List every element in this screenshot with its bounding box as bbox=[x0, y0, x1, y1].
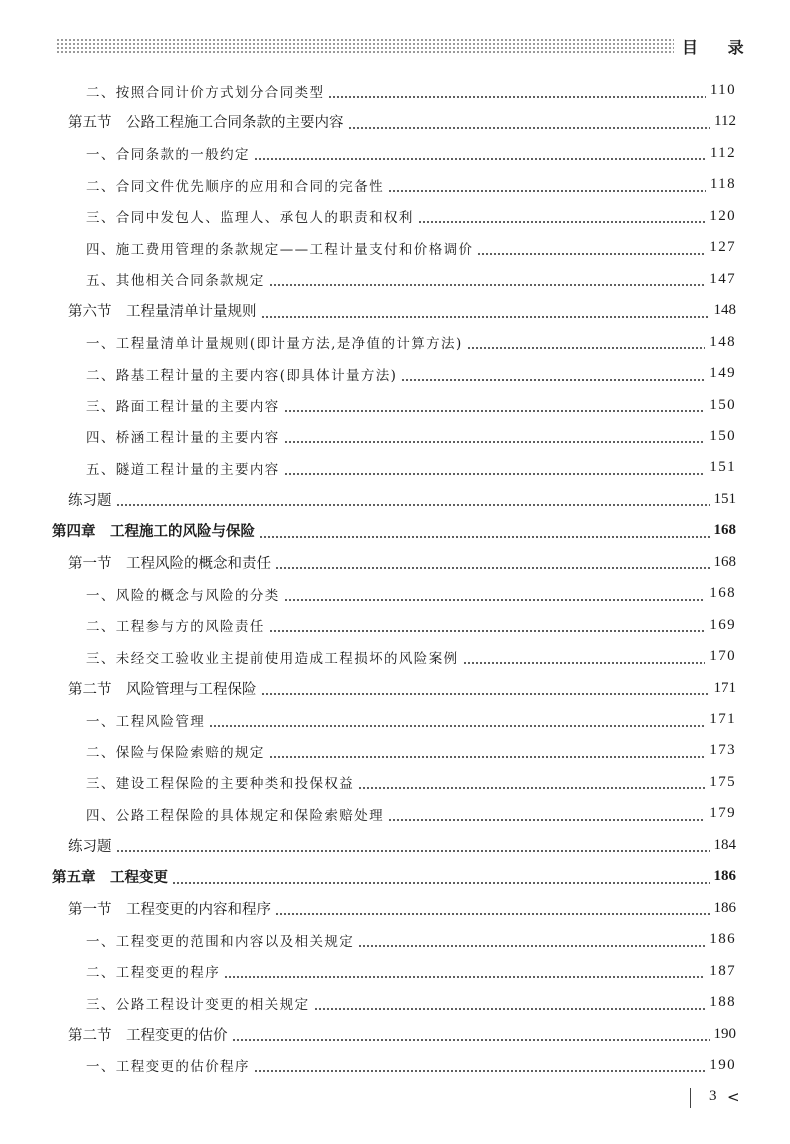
toc-entry-item[interactable] bbox=[86, 1050, 736, 1081]
toc-entry-item[interactable] bbox=[86, 987, 736, 1018]
toc-leader-dots bbox=[269, 271, 705, 287]
toc-entry-label: 一、工程量清单计量规则(即计量方法,是净值的计算方法) bbox=[86, 336, 463, 353]
toc-entry-page: 112 bbox=[714, 113, 736, 130]
toc-entry-item[interactable] bbox=[86, 232, 736, 263]
toc-entry-page: 151 bbox=[709, 459, 736, 476]
toc-entry-label: 第一节 工程变更的内容和程序 bbox=[68, 901, 271, 918]
toc-leader-dots bbox=[232, 1026, 710, 1042]
toc-entry-page: 190 bbox=[713, 1025, 736, 1042]
toc-entry-label: 第二节 工程变更的估价 bbox=[68, 1027, 228, 1044]
toc-entry-page: 149 bbox=[709, 365, 736, 382]
toc-entry-label: 练习题 bbox=[68, 838, 112, 855]
toc-entry-label: 一、合同条款的一般约定 bbox=[86, 147, 250, 164]
toc-entry-page: 118 bbox=[709, 176, 736, 193]
toc-entry-item[interactable] bbox=[86, 169, 736, 200]
toc-leader-dots bbox=[401, 366, 705, 382]
toc-entry-item[interactable] bbox=[86, 390, 736, 421]
toc-entry-label: 四、施工费用管理的条款规定——工程计量支付和价格调价 bbox=[86, 241, 474, 258]
footer-page-number: 3 bbox=[709, 1088, 717, 1104]
toc-leader-dots bbox=[116, 491, 710, 507]
toc-entry-item[interactable] bbox=[86, 767, 736, 798]
toc-entry-item[interactable] bbox=[86, 735, 736, 766]
toc-leader-dots bbox=[388, 806, 705, 822]
toc-leader-dots bbox=[116, 837, 710, 853]
toc-entry-page: 120 bbox=[709, 207, 736, 224]
toc-leader-dots bbox=[418, 208, 705, 224]
toc-leader-dots bbox=[358, 774, 705, 790]
toc-leader-dots bbox=[224, 963, 705, 979]
toc-entry-label: 一、工程风险管理 bbox=[86, 713, 206, 730]
toc-entry-label: 二、按照合同计价方式划分合同类型 bbox=[86, 84, 325, 101]
toc-leader-dots bbox=[261, 680, 710, 696]
toc-entry-section[interactable] bbox=[68, 673, 736, 704]
toc-entry-label: 练习题 bbox=[68, 492, 112, 509]
toc-leader-dots bbox=[284, 586, 706, 602]
toc-entry-item[interactable] bbox=[86, 264, 736, 295]
toc-entry-item[interactable] bbox=[86, 421, 736, 452]
toc-leader-dots bbox=[358, 932, 705, 948]
toc-entry-label: 一、工程变更的估价程序 bbox=[86, 1059, 250, 1076]
toc-entry-item[interactable] bbox=[86, 201, 736, 232]
toc-entry-label: 第二节 风险管理与工程保险 bbox=[68, 681, 257, 698]
toc-entry-label: 二、工程变更的程序 bbox=[86, 965, 221, 982]
toc-entry-exercise[interactable] bbox=[68, 830, 736, 861]
toc-entry-label: 第六节 工程量清单计量规则 bbox=[68, 304, 257, 321]
toc-entry-page: 151 bbox=[713, 490, 736, 507]
toc-entry-page: 169 bbox=[709, 616, 736, 633]
toc-leader-dots bbox=[269, 617, 705, 633]
toc-entry-item[interactable] bbox=[86, 704, 736, 735]
toc-entry-exercise[interactable] bbox=[68, 484, 736, 515]
toc-entry-page: 186 bbox=[713, 899, 736, 916]
toc-leader-dots bbox=[284, 428, 706, 444]
toc-entry-item[interactable] bbox=[86, 578, 736, 609]
toc-entry-label: 三、合同中发包人、监理人、承包人的职责和权利 bbox=[86, 210, 414, 227]
toc-entry-item[interactable] bbox=[86, 75, 736, 106]
toc-entry-item[interactable] bbox=[86, 358, 736, 389]
toc-entry-label: 三、路面工程计量的主要内容 bbox=[86, 399, 280, 415]
toc-entry-label: 四、公路工程保险的具体规定和保险索赔处理 bbox=[86, 807, 384, 824]
toc-entry-label: 第五节 公路工程施工合同条款的主要内容 bbox=[68, 115, 344, 132]
toc-entry-label: 三、公路工程设计变更的相关规定 bbox=[86, 996, 310, 1013]
toc-entry-label: 一、风险的概念与风险的分类 bbox=[86, 587, 280, 604]
toc-leader-dots bbox=[463, 649, 706, 665]
toc-leader-dots bbox=[261, 303, 710, 319]
toc-entry-page: 190 bbox=[709, 1056, 736, 1073]
toc-entry-label: 第五章 工程变更 bbox=[52, 869, 168, 887]
header-title: 目 录 bbox=[682, 38, 756, 57]
toc-entry-page: 170 bbox=[709, 648, 736, 665]
toc-entry-page: 173 bbox=[709, 742, 736, 759]
toc-leader-dots bbox=[254, 145, 706, 161]
toc-entry-page: 184 bbox=[713, 836, 736, 853]
header-dot-band bbox=[56, 38, 674, 54]
toc-entry-section[interactable] bbox=[68, 547, 736, 578]
toc-entry-page: 112 bbox=[709, 144, 736, 161]
toc-leader-dots bbox=[328, 83, 705, 99]
toc-leader-dots bbox=[477, 240, 705, 256]
toc-entry-page: 148 bbox=[713, 302, 736, 319]
toc-entry-label: 二、路基工程计量的主要内容(即具体计量方法) bbox=[86, 367, 398, 384]
toc-entry-page: 127 bbox=[709, 239, 736, 256]
toc-entry-page: 148 bbox=[709, 333, 736, 350]
toc-entry-label: 三、建设工程保险的主要种类和投保权益 bbox=[86, 776, 355, 793]
toc-entry-item[interactable] bbox=[86, 327, 736, 358]
toc-leader-dots bbox=[259, 523, 710, 539]
toc-leader-dots bbox=[467, 334, 706, 350]
toc-entry-section[interactable] bbox=[68, 1019, 736, 1050]
toc-entry-page: 175 bbox=[709, 773, 736, 790]
toc-entry-section[interactable] bbox=[68, 295, 736, 326]
toc-entry-page: 171 bbox=[709, 711, 736, 727]
toc-leader-dots bbox=[348, 114, 711, 130]
toc-entry-item[interactable] bbox=[86, 138, 736, 169]
toc-entry-page: 110 bbox=[709, 82, 736, 98]
toc-entry-page: 187 bbox=[709, 962, 736, 979]
toc-entry-page: 179 bbox=[709, 805, 736, 822]
toc-entry-page: 168 bbox=[713, 522, 736, 539]
toc-leader-dots bbox=[209, 712, 705, 728]
toc-leader-dots bbox=[284, 460, 706, 476]
toc-entry-page: 168 bbox=[709, 585, 736, 602]
toc-leader-dots bbox=[172, 869, 710, 885]
toc-entry-page: 168 bbox=[713, 553, 736, 570]
toc-entry-label: 四、桥涵工程计量的主要内容 bbox=[86, 430, 280, 447]
toc-entry-chapter[interactable] bbox=[52, 515, 736, 546]
toc-leader-dots bbox=[275, 900, 710, 916]
toc-entry-page: 188 bbox=[709, 994, 736, 1011]
toc-entry-item[interactable] bbox=[86, 956, 736, 987]
toc-entry-label: 二、保险与保险索赔的规定 bbox=[86, 744, 265, 761]
toc-leader-dots bbox=[269, 743, 705, 759]
toc-leader-dots bbox=[388, 177, 706, 193]
toc-leader-dots bbox=[284, 397, 706, 413]
toc-entry-page: 186 bbox=[709, 931, 736, 948]
toc-entry-item[interactable] bbox=[86, 641, 736, 672]
toc-entry-section[interactable] bbox=[68, 893, 736, 924]
toc-entry-label: 五、隧道工程计量的主要内容 bbox=[86, 461, 280, 478]
toc-entry-page: 186 bbox=[713, 868, 736, 885]
toc-entry-chapter[interactable] bbox=[52, 861, 736, 892]
toc-entry-item[interactable] bbox=[86, 610, 736, 641]
toc-entry-page: 150 bbox=[709, 396, 736, 413]
toc-entry-page: 171 bbox=[713, 679, 736, 696]
toc-leader-dots bbox=[254, 1057, 705, 1073]
toc-entry-label: 五、其他相关合同条款规定 bbox=[86, 273, 265, 290]
toc-entry-label: 第四章 工程施工的风险与保险 bbox=[52, 523, 255, 541]
toc-entry-label: 三、未经交工验收业主提前使用造成工程损坏的风险案例 bbox=[86, 650, 459, 667]
toc-entry-item[interactable] bbox=[86, 452, 736, 483]
footer-arrow-icon: < bbox=[727, 1088, 740, 1106]
toc-entry-item[interactable] bbox=[86, 798, 736, 829]
toc-entry-label: 二、工程参与方的风险责任 bbox=[86, 619, 265, 636]
toc-entry-label: 一、工程变更的范围和内容以及相关规定 bbox=[86, 933, 355, 950]
toc-entry-page: 150 bbox=[709, 427, 736, 444]
toc-leader-dots bbox=[275, 554, 710, 570]
toc-entry-label: 第一节 工程风险的概念和责任 bbox=[68, 555, 271, 572]
toc-entry-label: 二、合同文件优先顺序的应用和合同的完备性 bbox=[86, 178, 384, 195]
toc-entry-item[interactable] bbox=[86, 924, 736, 955]
toc-entry-page: 147 bbox=[709, 270, 736, 287]
footer-divider bbox=[690, 1088, 691, 1108]
toc-entry-section[interactable] bbox=[68, 106, 736, 137]
toc-leader-dots bbox=[314, 995, 706, 1011]
